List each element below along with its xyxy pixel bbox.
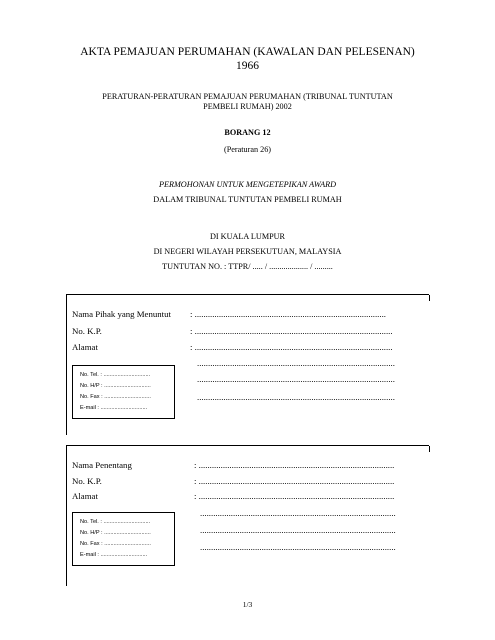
regulation-reference: (Peraturan 26): [223, 145, 272, 154]
location-state: DI NEGERI WILAYAH PERSEKUTUAN, MALAYSIA: [153, 247, 342, 256]
respondent-ic-label: No. K.P.: [72, 476, 102, 486]
claimant-ic-label: No. K.P.: [72, 326, 102, 336]
tribunal-name: DALAM TRIBUNAL TUNTUTAN PEMBELI RUMAH: [153, 195, 342, 204]
respondent-hp-field[interactable]: No. H/P : ..............................: [80, 530, 151, 536]
claimant-address-line4[interactable]: ..........................................................................................: [197, 392, 395, 402]
respondent-name-label: Nama Penentang: [72, 460, 132, 470]
respondent-email-field[interactable]: E-mail : ..............................: [80, 552, 148, 558]
claimant-address-label: Alamat: [72, 342, 98, 352]
claimant-ic-field[interactable]: : ..........................................................................................: [190, 326, 393, 336]
claimant-address-line3[interactable]: ..........................................................................................: [197, 374, 395, 384]
location-city: DI KUALA LUMPUR: [209, 232, 286, 241]
respondent-tel-field[interactable]: No. Tel. : ..............................: [80, 519, 151, 525]
respondent-address-line2[interactable]: .........................................................................................: [200, 508, 396, 518]
respondent-address-field[interactable]: : .........................................................................................: [194, 491, 395, 501]
claimant-tel-field[interactable]: No. Tel. : ..............................: [80, 372, 151, 378]
claimant-email-field[interactable]: E-mail : ..............................: [80, 405, 148, 411]
claimant-name-label: Nama Pihak yang Menuntut: [72, 309, 171, 319]
respondent-address-line3[interactable]: .........................................................................................: [200, 525, 396, 535]
act-title-line1: AKTA PEMAJUAN PERUMAHAN (KAWALAN DAN PELESENAN): [80, 46, 415, 58]
claimant-contact-box: [72, 365, 175, 419]
form-number: BORANG 12: [224, 128, 271, 137]
page-number: 1/3: [242, 600, 253, 609]
claimant-name-field[interactable]: : .......................................................................................: [190, 309, 386, 319]
regulations-title-line2: PEMBELI RUMAH) 2002: [203, 102, 292, 111]
respondent-address-line4[interactable]: .........................................................................................: [200, 542, 396, 552]
claimant-hp-field[interactable]: No. H/P : ..............................: [80, 383, 151, 389]
respondent-ic-field[interactable]: : .........................................................................................: [194, 476, 395, 486]
claimant-address-field[interactable]: : ..........................................................................................: [190, 342, 393, 352]
respondent-fax-field[interactable]: No. Fax : ..............................: [80, 541, 151, 547]
claimant-fax-field[interactable]: No. Fax : ..............................: [80, 394, 151, 400]
claimant-address-line2[interactable]: ..........................................................................................: [197, 358, 395, 368]
act-title-year: 1966: [236, 60, 259, 72]
application-title: PERMOHONAN UNTUK MENGETEPIKAN AWARD: [158, 180, 337, 189]
respondent-address-label: Alamat: [72, 491, 98, 501]
regulations-title-line1: PERATURAN-PERATURAN PEMAJUAN PERUMAHAN (TRIBUNAL TUNTUTAN: [102, 92, 393, 101]
claim-number: TUNTUTAN NO. : TTPR/ ..... / ................... / .........: [162, 262, 333, 271]
respondent-contact-box: [72, 512, 175, 566]
respondent-name-field[interactable]: : .........................................................................................: [194, 460, 395, 470]
